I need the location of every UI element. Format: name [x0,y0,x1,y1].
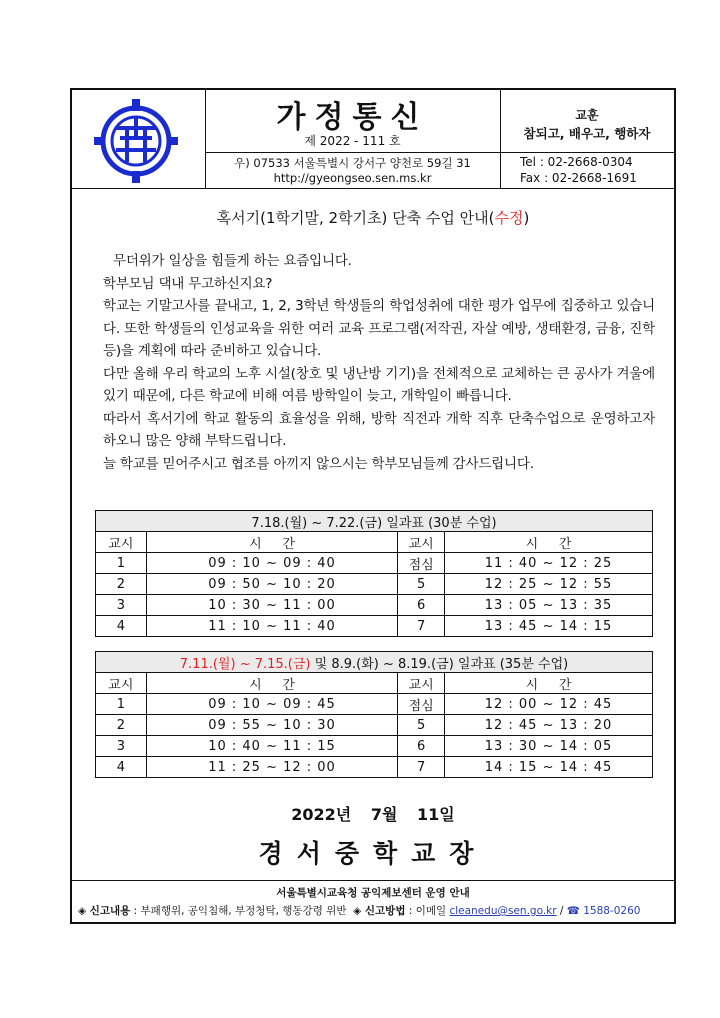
table-cell: 7 [398,757,445,778]
revised-mark: 수정 [494,209,524,227]
motto-label: 교훈 [575,108,599,122]
table-cell: 4 [96,757,147,778]
table-cell: 10 : 30 ~ 11 : 00 [146,595,398,616]
table-caption-row [96,511,653,532]
table-cell: 13 : 05 ~ 13 : 35 [445,595,653,616]
table-cell: 09 : 10 ~ 09 : 45 [146,694,398,715]
document-frame [70,88,676,924]
table-cell: 12 : 25 ~ 12 : 55 [445,574,653,595]
table-cell: 1 [96,694,147,715]
report-content: : 부패행위, 공익침해, 부정청탁, 행동강령 위반 [133,905,347,917]
table-cell: 11 : 25 ~ 12 : 00 [146,757,398,778]
title-cell [205,90,501,188]
table-cell: 5 [398,574,445,595]
table-row [96,616,653,637]
table-cell: 13 : 30 ~ 14 : 05 [445,736,653,757]
table-cell: 3 [96,736,147,757]
school-motto: 참되고, 배우고, 행하자 [523,126,651,141]
table-cell: 7 [398,616,445,637]
table-caption: 7.18.(월) ~ 7.22.(금) 일과표 (30분 수업) [96,511,653,532]
fax-number: Fax : 02-2668-1691 [520,171,637,185]
table-cell: 09 : 50 ~ 10 : 20 [146,574,398,595]
table-cell: 점심 [398,694,445,715]
column-header: 시 간 [146,673,398,694]
table-header-row [96,532,653,553]
table-cell: 12 : 00 ~ 12 : 45 [445,694,653,715]
table-row [96,736,653,757]
paragraph: 무더위가 일상을 힘들게 하는 요즘입니다. [113,253,352,269]
table-caption-highlight: 7.11.(월) ~ 7.15.(금) [179,656,311,672]
table-cell: 4 [96,616,147,637]
column-header: 교시 [398,673,445,694]
table-caption-row [96,652,653,673]
notice-title [72,207,674,228]
letter-body [103,250,655,475]
schedule-table-35min [95,651,653,778]
table-row [96,553,653,574]
notice-title-text: 혹서기(1학기말, 2학기초) 단축 수업 안내( [216,209,495,227]
table-cell: 2 [96,715,147,736]
table-cell: 14 : 15 ~ 14 : 45 [445,757,653,778]
column-header: 시 간 [445,673,653,694]
telephone: Tel : 02-2668-0304 [520,155,633,169]
table-cell: 09 : 55 ~ 10 : 30 [146,715,398,736]
letterhead [72,90,674,189]
notice-title-end: ) [523,209,530,227]
table-cell: 2 [96,574,147,595]
paragraph: 늘 학교를 믿어주시고 협조를 아끼지 않으시는 학부모님들께 감사드립니다. [103,455,534,472]
table-cell: 12 : 45 ~ 13 : 20 [445,715,653,736]
table-row [96,595,653,616]
table-caption [96,652,653,673]
table-header-row [96,673,653,694]
report-email-link[interactable]: cleanedu@sen.go.kr [449,905,557,917]
divider [500,152,674,153]
issue-date: 2022년 7월 11일 [291,805,455,824]
column-header: 교시 [96,532,147,553]
table-cell: 6 [398,736,445,757]
table-cell: 점심 [398,553,445,574]
school-url[interactable]: http://gyeongseo.sen.ms.kr [273,171,432,185]
logo-cell [72,90,206,188]
principal-signature: 경서중학교장 [258,839,488,868]
column-header: 교시 [398,532,445,553]
method-label: ◈ 신고방법 [353,905,406,917]
table-row [96,715,653,736]
footer-title: 서울특별시교육청 공익제보센터 운영 안내 [276,887,470,899]
column-header: 교시 [96,673,147,694]
paragraph: 학부모님 댁내 무고하신지요? [103,275,273,292]
report-label: ◈ 신고내용 [78,905,131,917]
column-header: 시 간 [445,532,653,553]
newsletter-title: 가정통신 [276,100,429,135]
divider [205,152,500,153]
table-row [96,757,653,778]
table-cell: 10 : 40 ~ 11 : 15 [146,736,398,757]
motto-cell [500,90,674,188]
paragraph: 따라서 혹서기에 학교 활동의 효율성을 위해, 방학 직전과 개학 직후 단축수업으로 운영하고자 하오니 많은 양해 부탁드립니다. [103,410,655,449]
schedule-table-30min [95,510,653,637]
table-row [96,694,653,715]
table-cell: 3 [96,595,147,616]
school-logo-icon [72,90,205,188]
paragraph: 학교는 기말고사를 끝내고, 1, 2, 3학년 학생들의 학업성취에 대한 평가 업무에 집중하고 있습니다. 또한 학생들의 인성교육을 위한 여러 교육 프로그램(저작권, 자살 예방, 생태환경, 금융, 진학 등)을 계획에 따라 준비하고 있습니다. [103,298,655,359]
footer [72,880,674,923]
table-row [96,574,653,595]
method-content: : 이메일 [408,905,447,917]
separator: / [559,905,564,917]
school-address: 우) 07533 서울특별시 강서구 양천로 59길 31 [234,156,471,170]
footer-info [78,903,674,918]
table-cell: 6 [398,595,445,616]
table-cell: 11 : 40 ~ 12 : 25 [445,553,653,574]
table-cell: 09 : 10 ~ 09 : 40 [146,553,398,574]
column-header: 시 간 [146,532,398,553]
issue-number: 제 2022 - 111 호 [304,134,401,148]
table-caption-rest: 및 8.9.(화) ~ 8.19.(금) 일과표 (35분 수업) [310,656,569,672]
table-cell: 5 [398,715,445,736]
table-cell: 1 [96,553,147,574]
report-phone: ☎ 1588-0260 [566,905,641,917]
table-cell: 11 : 10 ~ 11 : 40 [146,616,398,637]
table-cell: 13 : 45 ~ 14 : 15 [445,616,653,637]
paragraph: 다만 올해 우리 학교의 노후 시설(창호 및 냉난방 기기)을 전체적으로 교체하는 큰 공사가 겨울에 있기 때문에, 다른 학교에 비해 여름 방학일이 늦고, 개학일이 빠릅니다. [103,365,655,404]
